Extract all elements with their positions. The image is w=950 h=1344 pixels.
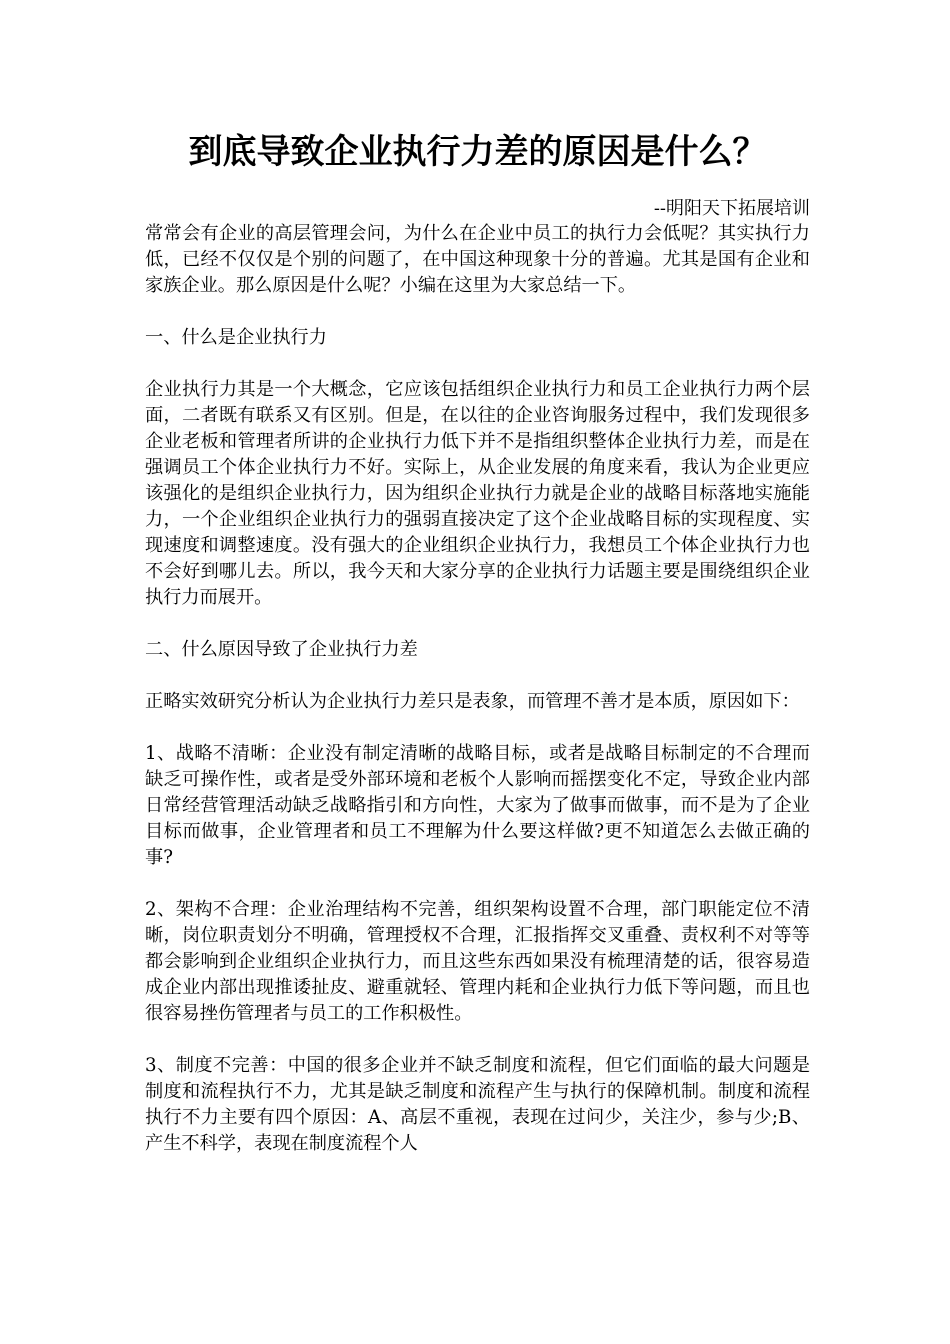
paragraph-reason-1: 1、战略不清晰：企业没有制定清晰的战略目标，或者是战略目标制定的不合理而缺乏可操作性，或者是受外部环境和老板个人影响而摇摆变化不定，导致企业内部日常经营管理活动缺乏战略指引和方向性，大家为了做事而做事，而不是为了企业目标而做事，企业管理者和员工不理解为什么要这样做?更不知道怎么去做正确的事? (145, 743, 810, 868)
section-heading-2: 二、什么原因导致了企业执行力差 (145, 639, 418, 660)
paragraph-analysis: 正略实效研究分析认为企业执行力差只是表象，而管理不善才是本质，原因如下： (145, 691, 800, 712)
document-title: 到底导致企业执行力差的原因是什么？ (188, 132, 767, 172)
paragraph-intro: 常常会有企业的高层管理会问，为什么在企业中员工的执行力会低呢？其实执行力低，已经不仅仅是个别的问题了，在中国这种现象十分的普遍。尤其是国有企业和家族企业。那么原因是什么呢？小编在这里为大家总结一下。 (145, 223, 810, 296)
section-heading-1: 一、什么是企业执行力 (145, 327, 327, 348)
paragraph-reason-3: 3、制度不完善：中国的很多企业并不缺乏制度和流程，但它们面临的最大问题是制度和流程执行不力，尤其是缺乏制度和流程产生与执行的保障机制。制度和流程执行不力主要有四个原因：A、高层不重视，表现在过问少，关注少，参与少;B、产生不科学，表现在制度流程个人 (145, 1055, 810, 1154)
paragraph-reason-2: 2、架构不合理：企业治理结构不完善，组织架构设置不合理，部门职能定位不清晰，岗位职责划分不明确，管理授权不合理，汇报指挥交叉重叠、责权利不对等等都会影响到企业组织企业执行力，而且这些东西如果没有梳理清楚的话，很容易造成企业内部出现推诿扯皮、避重就轻、管理内耗和企业执行力低下等问题，而且也很容易挫伤管理者与员工的工作积极性。 (145, 899, 810, 1024)
paragraph-definition: 企业执行力其是一个大概念，它应该包括组织企业执行力和员工企业执行力两个层面，二者既有联系又有区别。但是，在以往的企业咨询服务过程中，我们发现很多企业老板和管理者所讲的企业执行力低下并不是指组织整体企业执行力差，而是在强调员工个体企业执行力不好。实际上，从企业发展的角度来看，我认为企业更应该强化的是组织企业执行力，因为组织企业执行力就是企业的战略目标落地实施能力，一个企业组织企业执行力的强弱直接决定了这个企业战略目标的实现程度、实现速度和调整速度。没有强大的企业组织企业执行力，我想员工个体企业执行力也不会好到哪儿去。所以，我今天和大家分享的企业执行力话题主要是围绕组织企业执行力而展开。 (145, 379, 810, 608)
document-body (145, 221, 810, 1183)
document-byline: --明阳天下拓展培训 (653, 198, 810, 219)
